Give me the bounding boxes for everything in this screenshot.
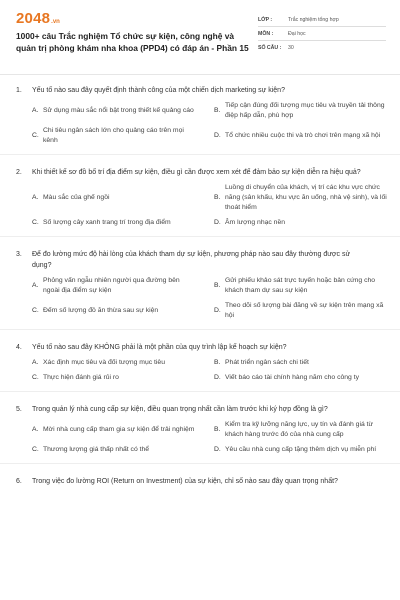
answer-text: Gửi phiếu khảo sát trực tuyến hoặc bản cứng cho khách tham dự sau sự kiện: [225, 277, 376, 294]
answer-letter: D.: [214, 132, 221, 139]
answer-letter: B.: [214, 107, 221, 114]
answer-text: Thương lượng giá thấp nhất có thể: [43, 446, 150, 453]
answer-option-c[interactable]: [32, 373, 214, 383]
answer-letter: C.: [32, 307, 39, 314]
answer-letter: D.: [214, 446, 221, 453]
question-3: [16, 249, 386, 330]
answer-text: Tổ chức nhiều cuộc thi và trò chơi trên mạng xã hội: [225, 132, 381, 139]
question-text: Trong quản lý nhà cung cấp sự kiện, điều quan trọng nhất cần làm trước khi ký hợp đồng là gì?: [32, 406, 328, 413]
site-logo[interactable]: [16, 10, 252, 28]
answer-option-a[interactable]: [32, 183, 214, 213]
answer-letter: B.: [214, 194, 221, 201]
answer-text: Phát triển ngân sách chi tiết: [225, 359, 309, 366]
answer-letter: C.: [32, 374, 39, 381]
answer-grid: [32, 420, 386, 455]
answer-letter: D.: [214, 219, 221, 226]
answer-letter: C.: [32, 132, 39, 139]
logo-main: 2048: [16, 10, 51, 27]
answer-option-d[interactable]: [214, 218, 392, 228]
answer-option-d[interactable]: [214, 126, 392, 146]
answer-option-a[interactable]: [32, 276, 214, 296]
question-text: Khi thiết kế sơ đồ bố trí địa điểm sự kiện, điều gì cần được xem xét để đảm bảo sự kiện diễn ra hiệu quả?: [32, 169, 361, 176]
meta-row-count: [258, 41, 386, 55]
header-divider: [0, 74, 400, 75]
question-divider: [0, 391, 400, 392]
meta-table: [258, 13, 386, 68]
question-divider: [0, 236, 400, 237]
logo-sub: .vn: [51, 19, 60, 25]
answer-text: Mời nhà cung cấp tham gia sự kiện để trải nghiệm: [43, 426, 195, 433]
answer-option-c[interactable]: [32, 301, 214, 321]
meta-row-subject: [258, 27, 386, 41]
answer-letter: B.: [214, 426, 221, 433]
answer-letter: A.: [32, 194, 39, 201]
question-number: 2.: [16, 169, 22, 176]
meta-label: LỚP :: [258, 16, 273, 23]
answer-option-b[interactable]: [214, 358, 392, 368]
answer-text: Kiểm tra kỹ lưỡng năng lực, uy tín và đánh giá từ khách hàng trước đó của nhà cung cấp: [225, 421, 374, 438]
answer-letter: D.: [214, 307, 221, 314]
answer-option-d[interactable]: [214, 301, 392, 321]
question-text: Trong việc đo lường ROI (Return on Investment) của sự kiện, chỉ số nào sau đây quan trọng nhất?: [32, 478, 338, 485]
question-2: [16, 167, 386, 237]
question-divider: [0, 154, 400, 155]
question-list: [16, 85, 386, 487]
answer-letter: B.: [214, 282, 221, 289]
answer-grid: [32, 101, 386, 146]
answer-text: Viết báo cáo tài chính hàng năm cho công ty: [225, 374, 360, 381]
answer-option-d[interactable]: [214, 373, 392, 383]
answer-grid: [32, 276, 386, 321]
answer-text: Đếm số lượng đồ ăn thừa sau sự kiện: [43, 307, 159, 314]
answer-text: Thực hiện đánh giá rủi ro: [43, 374, 119, 381]
answer-text: Sử dụng màu sắc nổi bật trong thiết kế quảng cáo: [43, 107, 194, 114]
answer-option-c[interactable]: [32, 218, 214, 228]
answer-letter: A.: [32, 107, 39, 114]
answer-text: Phỏng vấn ngẫu nhiên người qua đường bên ngoài địa điểm sự kiện: [43, 277, 180, 294]
answer-option-b[interactable]: [214, 276, 392, 296]
answer-option-a[interactable]: [32, 420, 214, 440]
answer-text: Âm lượng nhạc nền: [225, 219, 286, 226]
answer-text: Màu sắc của ghế ngồi: [43, 194, 110, 201]
header: [16, 10, 386, 68]
answer-text: Theo dõi số lượng bài đăng về sự kiện trên mạng xã hội: [225, 302, 384, 319]
question-text: Yếu tố nào sau đây quyết định thành công của một chiến dịch marketing sự kiện?: [32, 87, 285, 94]
answer-option-a[interactable]: [32, 358, 214, 368]
question-text: Yếu tố nào sau đây KHÔNG phải là một phần của quy trình lập kế hoạch sự kiện?: [32, 344, 287, 351]
meta-value: 30: [288, 45, 294, 51]
meta-row-class: [258, 13, 386, 27]
question-5: [16, 404, 386, 464]
answer-option-c[interactable]: [32, 126, 214, 146]
question-1: [16, 85, 386, 155]
answer-text: Chi tiêu ngân sách lớn cho quảng cáo trên mọi kênh: [43, 127, 184, 144]
answer-letter: A.: [32, 282, 39, 289]
meta-label: MÔN :: [258, 30, 274, 37]
question-divider: [0, 329, 400, 330]
answer-option-c[interactable]: [32, 445, 214, 455]
answer-text: Luồng di chuyển của khách, vị trí các khu vực chức năng (sân khấu, khu vực ăn uống, nhà vệ sinh), và lối thoát hiểm: [225, 184, 387, 211]
answer-option-b[interactable]: [214, 183, 392, 213]
answer-text: Số lượng cây xanh trang trí trong địa điểm: [43, 219, 171, 226]
question-4: [16, 342, 386, 392]
question-6: [16, 476, 386, 487]
question-number: 4.: [16, 344, 22, 351]
question-text: Để đo lường mức độ hài lòng của khách tham dự sự kiện, phương pháp nào sau đây thường được sử dụng?: [32, 251, 351, 269]
answer-option-a[interactable]: [32, 101, 214, 121]
answer-text: Yêu cầu nhà cung cấp tặng thêm dịch vụ miễn phí: [225, 446, 377, 453]
question-number: 1.: [16, 87, 22, 94]
answer-text: Xác định mục tiêu và đối tượng mục tiêu: [43, 359, 165, 366]
meta-value: Đại học: [288, 30, 306, 37]
document-title: 1000+ câu Trắc nghiệm Tổ chức sự kiện, công nghệ và quản trị phòng khám nha khoa (PPD4) có đáp án - Phần 15: [16, 31, 249, 53]
answer-option-d[interactable]: [214, 445, 392, 455]
meta-label: SỐ CÂU :: [258, 45, 282, 51]
answer-letter: D.: [214, 374, 221, 381]
answer-option-b[interactable]: [214, 101, 392, 121]
answer-letter: C.: [32, 446, 39, 453]
header-left: [16, 10, 252, 68]
question-number: 6.: [16, 478, 22, 485]
answer-text: Tiếp cận đúng đối tượng mục tiêu và truyền tải thông điệp hấp dẫn, phù hợp: [225, 102, 385, 119]
answer-grid: [32, 183, 386, 228]
question-number: 3.: [16, 251, 22, 258]
answer-letter: A.: [32, 426, 39, 433]
answer-letter: B.: [214, 359, 221, 366]
question-number: 5.: [16, 406, 22, 413]
answer-letter: A.: [32, 359, 39, 366]
answer-letter: C.: [32, 219, 39, 226]
answer-grid: [32, 358, 386, 383]
question-divider: [0, 463, 400, 464]
answer-option-b[interactable]: [214, 420, 392, 440]
meta-value: Trắc nghiệm tổng hợp: [288, 16, 339, 23]
